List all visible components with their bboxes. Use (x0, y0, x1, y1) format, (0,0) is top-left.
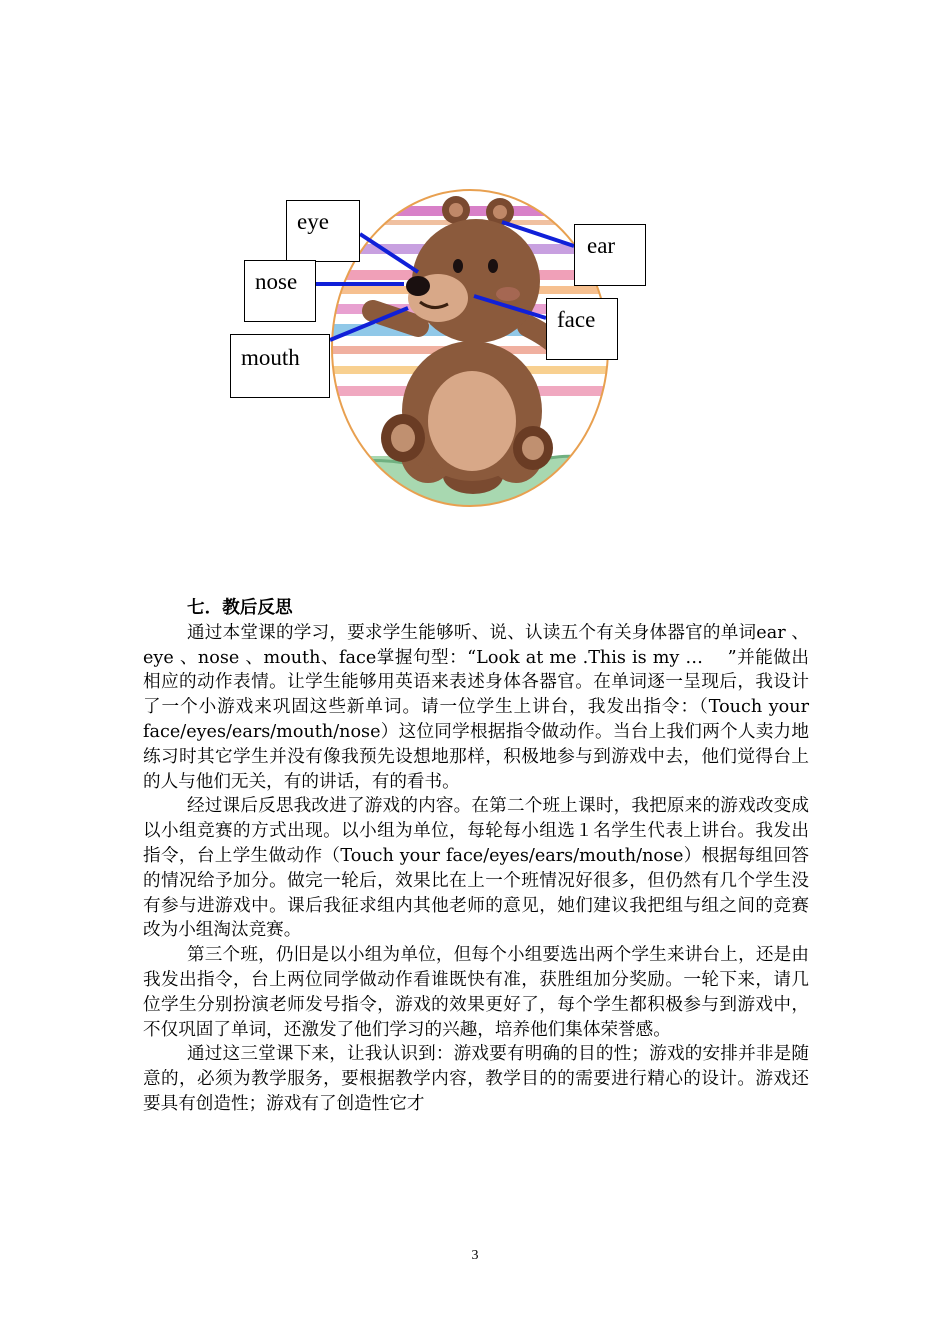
label-ear (574, 224, 646, 286)
label-ear-text: ear (587, 233, 616, 258)
bear-figure (228, 186, 658, 521)
label-face (546, 298, 618, 360)
label-eye-text: eye (297, 209, 329, 234)
paragraph-1: 通过本堂课的学习，要求学生能够听、说、认读五个有关身体器官的单词ear 、eye 、nose 、mouth、face掌握句型：“Look at me .This is my … ”并能做出相应的动作表情。让学生能够用英语来表述身体各器官。在单词逐一呈现后，我设计了一个小游戏来巩固这些新单词。请一位学生上讲台，我发出指令：（Touch your face/eyes/ears/mouth/nose）这位同学根据指令做动作。当台上我们两个人卖力地练习时其它学生并没有像我预先设想地那样，积极地参与到游戏中去，他们觉得台上的人与他们无关，有的讲话，有的看书。 (143, 622, 809, 792)
paragraph-2: 经过课后反思我改进了游戏的内容。在第二个班上课时，我把原来的游戏改变成以小组竞赛的方式出现。以小组为单位，每轮每小组选１名学生代表上讲台。我发出指令，台上学生做动作（Touch your face/eyes/ears/mouth/nose）根据每组回答的情况给予加分。做完一轮后，效果比在上一个班情况好很多，但仍然有几个学生没有参与进游戏中。课后我征求组内其他老师的意见，她们建议我把组与组之间的竞赛改为小组淘汰竞赛。 (143, 796, 809, 941)
page-number: 3 (471, 1248, 479, 1263)
label-mouth (230, 334, 330, 398)
paragraph-4: 通过这三堂课下来，让我认识到：游戏要有明确的目的性；游戏的安排并非是随意的，必须为教学服务，要根据教学内容，教学目的的需要进行精心的设计。游戏还要具有创造性；游戏有了创造性它才 (143, 1044, 809, 1114)
label-eye (286, 200, 360, 262)
paragraph-3: 第三个班，仍旧是以小组为单位，但每个小组要选出两个学生来讲台上，还是由我发出指令，台上两位同学做动作看谁既快有准，获胜组加分奖励。一轮下来，请几位学生分别扮演老师发号指令，游戏的效果更好了，每个学生都积极参与到游戏中，不仅巩固了单词，还激发了他们学习的兴趣，培养他们集体荣誉感。 (143, 945, 809, 1040)
section-heading: 七．教后反思 (187, 598, 293, 618)
label-nose-text: nose (255, 269, 298, 294)
reflection-section (143, 596, 809, 1117)
label-face-text: face (557, 307, 596, 332)
label-mouth-text: mouth (241, 345, 300, 370)
label-nose (244, 260, 316, 322)
